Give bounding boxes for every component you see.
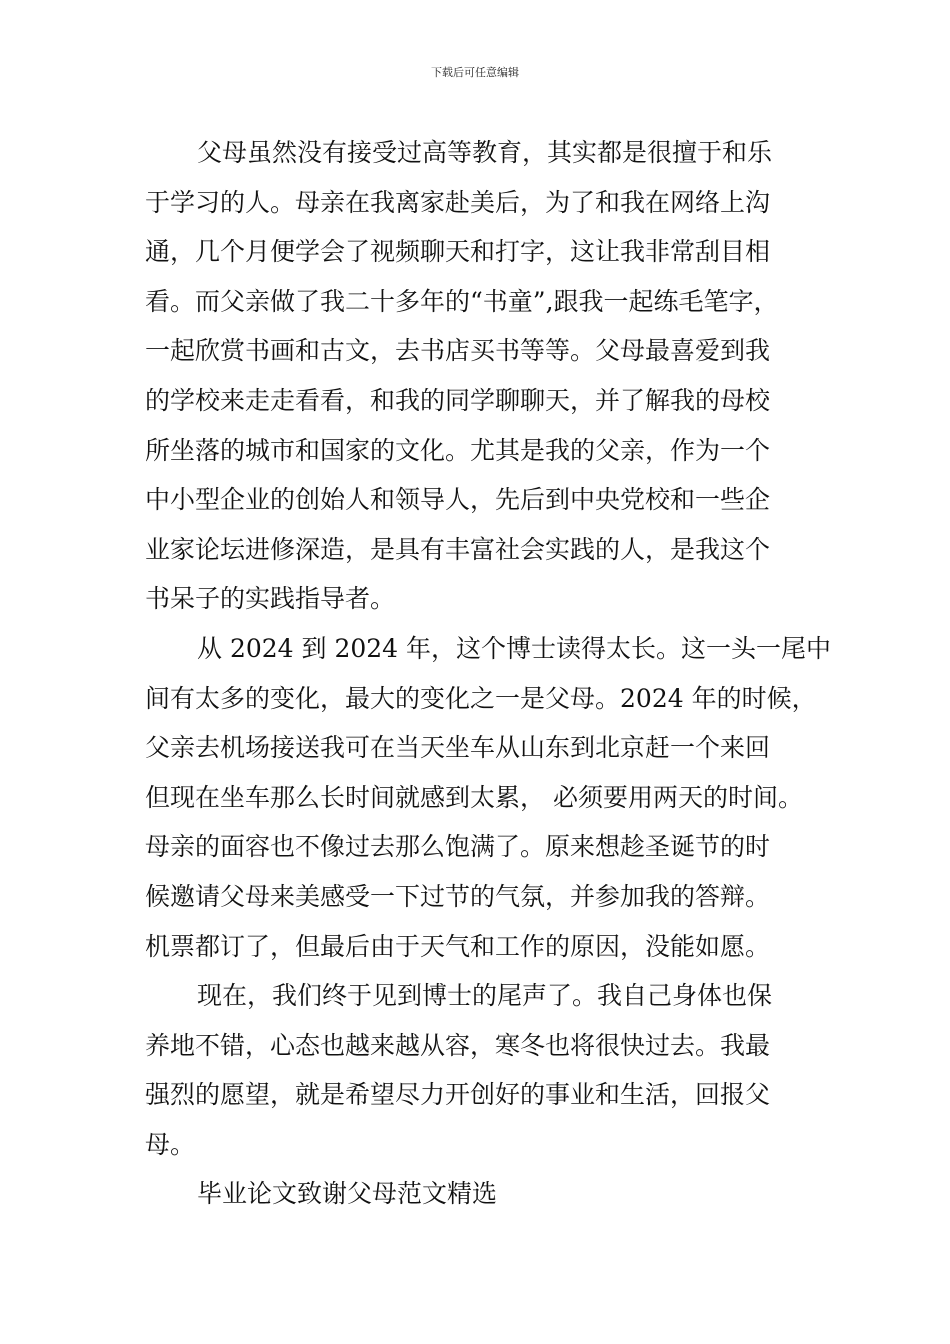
- text-line: 候邀请父母来美感受一下过节的气氛，并参加我的答辩。: [145, 881, 771, 911]
- text-line: 一起欣赏书画和古文，去书店买书等等。父母最喜爱到我: [145, 336, 771, 366]
- text-line: 中小型企业的创始人和领导人，先后到中央党校和一些企: [145, 485, 771, 515]
- text-line: 养地不错，心态也越来越从容，寒冬也将很快过去。我最: [145, 1030, 771, 1060]
- text-line: 通，几个月便学会了视频聊天和打字，这让我非常刮目相: [145, 237, 771, 267]
- text-line: 的学校来走走看看，和我的同学聊聊天，并了解我的母校: [145, 385, 771, 415]
- text-line: 业家论坛进修深造，是具有丰富社会实践的人，是我这个: [145, 534, 771, 564]
- text-line: 于学习的人。母亲在我离家赴美后，为了和我在网络上沟: [145, 187, 771, 217]
- text-line: 所坐落的城市和国家的文化。尤其是我的父亲，作为一个: [145, 435, 771, 465]
- text-line: 现在，我们终于见到博士的尾声了。我自己身体也保: [197, 981, 773, 1011]
- text-line: 母。: [145, 1129, 196, 1159]
- text-line: 从 2024 到 2024 年，这个博士读得太长。这一头一尾中: [197, 633, 832, 663]
- text-line: 母亲的面容也不像过去那么饱满了。原来想趁圣诞节的时: [145, 832, 771, 862]
- text-line: 间有太多的变化，最大的变化之一是父母。2024 年的时候，: [145, 683, 817, 713]
- text-line: 机票都订了，但最后由于天气和工作的原因，没能如愿。: [145, 931, 771, 961]
- text-line: 看。而父亲做了我二十多年的“书童”,跟我一起练毛笔字，: [145, 286, 779, 316]
- section-title: 毕业论文致谢父母范文精选: [197, 1179, 498, 1209]
- page-header: 下载后可任意编辑: [431, 66, 519, 79]
- text-line: 强烈的愿望，就是希望尽力开创好的事业和生活，回报父: [145, 1080, 771, 1110]
- text-line: 父母虽然没有接受过高等教育，其实都是很擅于和乐: [197, 138, 773, 167]
- text-line: 父亲去机场接送我可在当天坐车从山东到北京赶一个来回: [145, 733, 771, 763]
- text-line: 但现在坐车那么长时间就感到太累， 必须要用两天的时间。: [145, 782, 803, 812]
- text-line: 书呆子的实践指导者。: [145, 584, 396, 614]
- document-body: [145, 128, 835, 1219]
